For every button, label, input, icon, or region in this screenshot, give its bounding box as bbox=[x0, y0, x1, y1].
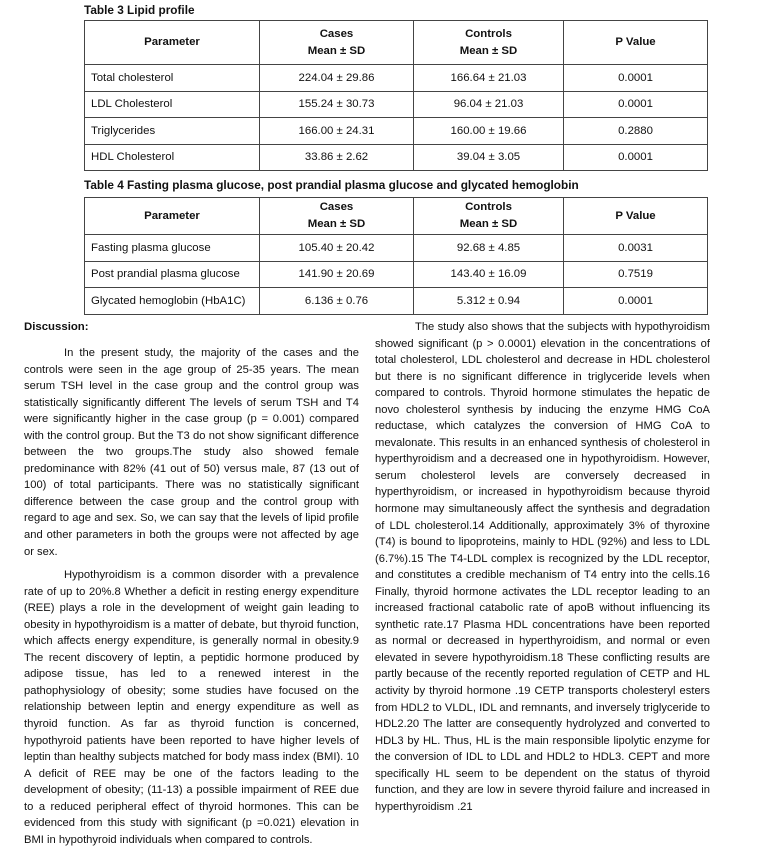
table-row bbox=[85, 235, 708, 262]
pvalue-cell: 0.0001 bbox=[564, 65, 708, 92]
controls-cell: 96.04 ± 21.03 bbox=[414, 91, 564, 118]
lipid-profile-table bbox=[84, 20, 708, 171]
discussion-paragraph: In the present study, the majority of the cases and the controls were seen in the age group of 25-35 years. The mean serum TSH level in the case group and the control group was statistically significantly different The levels of serum TSH and T4 were significantly higher in the case group (p = 0.001) compared with the control group. But the T3 do not show significant difference between the two groups.The study also showed female predominance with 82% (41 out of 50) versus male, 87 (13 out of 100) of total participants. There was no statistically significant difference between the case group and the control group with regard to age and sex. So, we can say that the levels of lipid profile and other parameters in both the groups were not affected by age or sex. bbox=[24, 347, 359, 558]
pvalue-cell: 0.0001 bbox=[564, 144, 708, 171]
table-row bbox=[85, 288, 708, 315]
discussion-paragraph: Hypothyroidism is a common disorder with a prevalence rate of up to 20%.8 Whether a deficit in resting energy expenditure (REE) plays a role in the development of weight gain leading to obesity in hypothyroidism is a matter of debate, but thyroid function, which affects energy expenditure, is generally normal in obesity.9 The recent discovery of leptin, a peptidic hormone produced by adipose tissue, has led to a renewed interest in the pathophysiology of obesity; some studies have focused on the relationship between leptin and energy expenditure as well as thyroid function. As far as thyroid function is concerned, hypothyroid patients have been reported to have higher levels of leptin than healthy subjects matched for body mass index (BMI). 10 A deficit of REE may be one of the factors leading to the development of obesity; (11-13) a possible impairment of REE due to a reduced peripheral effect of thyroid hormones. This can be evidenced from this study with significant (p =0.021) elevation in BMI in hypothyroid individuals when compared to controls. bbox=[24, 569, 359, 846]
cases-cell: 6.136 ± 0.76 bbox=[260, 288, 414, 315]
parameter-cell: Glycated hemoglobin (HbA1C) bbox=[85, 288, 260, 315]
cases-cell: 105.40 ± 20.42 bbox=[260, 235, 414, 262]
pvalue-cell: 0.7519 bbox=[564, 261, 708, 288]
parameter-cell: Total cholesterol bbox=[85, 65, 260, 92]
discussion-left-column bbox=[24, 319, 359, 848]
cases-cell: 166.00 ± 24.31 bbox=[260, 118, 414, 145]
table-row bbox=[85, 118, 708, 145]
controls-cell: 166.64 ± 21.03 bbox=[414, 65, 564, 92]
parameter-cell: Triglycerides bbox=[85, 118, 260, 145]
cases-header: Cases Mean ± SD bbox=[260, 21, 414, 65]
pvalue-cell: 0.0001 bbox=[564, 288, 708, 315]
parameter-header: Parameter bbox=[85, 21, 260, 65]
pvalue-header: P Value bbox=[564, 198, 708, 235]
table-3-title: Table 3 Lipid profile bbox=[84, 3, 195, 17]
cases-header: Cases Mean ± SD bbox=[260, 198, 414, 235]
glucose-table bbox=[84, 197, 708, 315]
table-4-title: Table 4 Fasting plasma glucose, post prandial plasma glucose and glycated hemoglobin bbox=[84, 178, 579, 192]
parameter-cell: HDL Cholesterol bbox=[85, 144, 260, 171]
pvalue-cell: 0.0001 bbox=[564, 91, 708, 118]
controls-cell: 143.40 ± 16.09 bbox=[414, 261, 564, 288]
pvalue-header: P Value bbox=[564, 21, 708, 65]
controls-cell: 160.00 ± 19.66 bbox=[414, 118, 564, 145]
cases-cell: 155.24 ± 30.73 bbox=[260, 91, 414, 118]
cases-cell: 141.90 ± 20.69 bbox=[260, 261, 414, 288]
parameter-cell: LDL Cholesterol bbox=[85, 91, 260, 118]
table-header-row bbox=[85, 198, 708, 235]
parameter-cell: Post prandial plasma glucose bbox=[85, 261, 260, 288]
controls-header: Controls Mean ± SD bbox=[414, 21, 564, 65]
controls-cell: 92.68 ± 4.85 bbox=[414, 235, 564, 262]
cases-cell: 33.86 ± 2.62 bbox=[260, 144, 414, 171]
controls-cell: 5.312 ± 0.94 bbox=[414, 288, 564, 315]
discussion-paragraph: The study also shows that the subjects with hypothyroidism showed significant (p > 0.0001) elevation in the concentrations of total cholesterol, LDL cholesterol and decrease in HDL cholesterol but there is no significant difference in triglyceride levels when compared to controls. Thyroid hormone stimulates the hepatic de novo cholesterol synthesis by inducing the enzyme HMG CoA reductase, which catalyzes the conversion of HMG CoA to mevalonate. This results in an enhanced synthesis of cholesterol in hyperthyroidism and a decreased one in hypothyroidism. However, serum cholesterol levels are conversely decreased in hyperthyroidism, or increased in hypothyroidism because thyroid hormone may simultaneously affect the synthesis and degradation of LDL cholesterol.14 Additionally, approximately 3% of thyroxine (T4) is bound to lipoproteins, mainly to HDL (92%) and less to LDL (6.7%).15 The T4-LDL complex is recognized by the LDL receptor, and constitutes a credible mechanism of T4 entry into the cells.16 Finally, thyroid hormone activates the LDL receptor leading to an increased fractional catabolic rate of apoB without influencing its synthetic rate.17 Plasma HDL concentrations have been reported as normal or decreased in hyperthyroidism, and normal or even elevated in severe hypothyroidism.18 These conflicting results are partly because of the recently reported regulation of CETP and HL activity by thyroid hormone .19 CETP transports cholesteryl esters from HDL2 to VLDL, IDL and remnants, and inversely triglyceride to HDL2.20 The latter are consequently hydrolyzed and converted to HDL3 by HL. Thus, HL is the main responsible lipolytic enzyme for the conversion of IDL to LDL and HDL2 to HDL3. CEPT and more specifically HL seem to be dependent on the status of thyroid function, and they are low in severe thyroid failure and increased in hyperthyroidism .21 bbox=[375, 321, 710, 813]
controls-header: Controls Mean ± SD bbox=[414, 198, 564, 235]
table-row bbox=[85, 65, 708, 92]
table-row bbox=[85, 144, 708, 171]
cases-cell: 224.04 ± 29.86 bbox=[260, 65, 414, 92]
table-row bbox=[85, 91, 708, 118]
controls-cell: 39.04 ± 3.05 bbox=[414, 144, 564, 171]
table-row bbox=[85, 261, 708, 288]
pvalue-cell: 0.2880 bbox=[564, 118, 708, 145]
pvalue-cell: 0.0031 bbox=[564, 235, 708, 262]
parameter-cell: Fasting plasma glucose bbox=[85, 235, 260, 262]
table-header-row bbox=[85, 21, 708, 65]
discussion-right-column bbox=[375, 319, 710, 815]
discussion-heading: Discussion: bbox=[24, 321, 89, 333]
parameter-header: Parameter bbox=[85, 198, 260, 235]
